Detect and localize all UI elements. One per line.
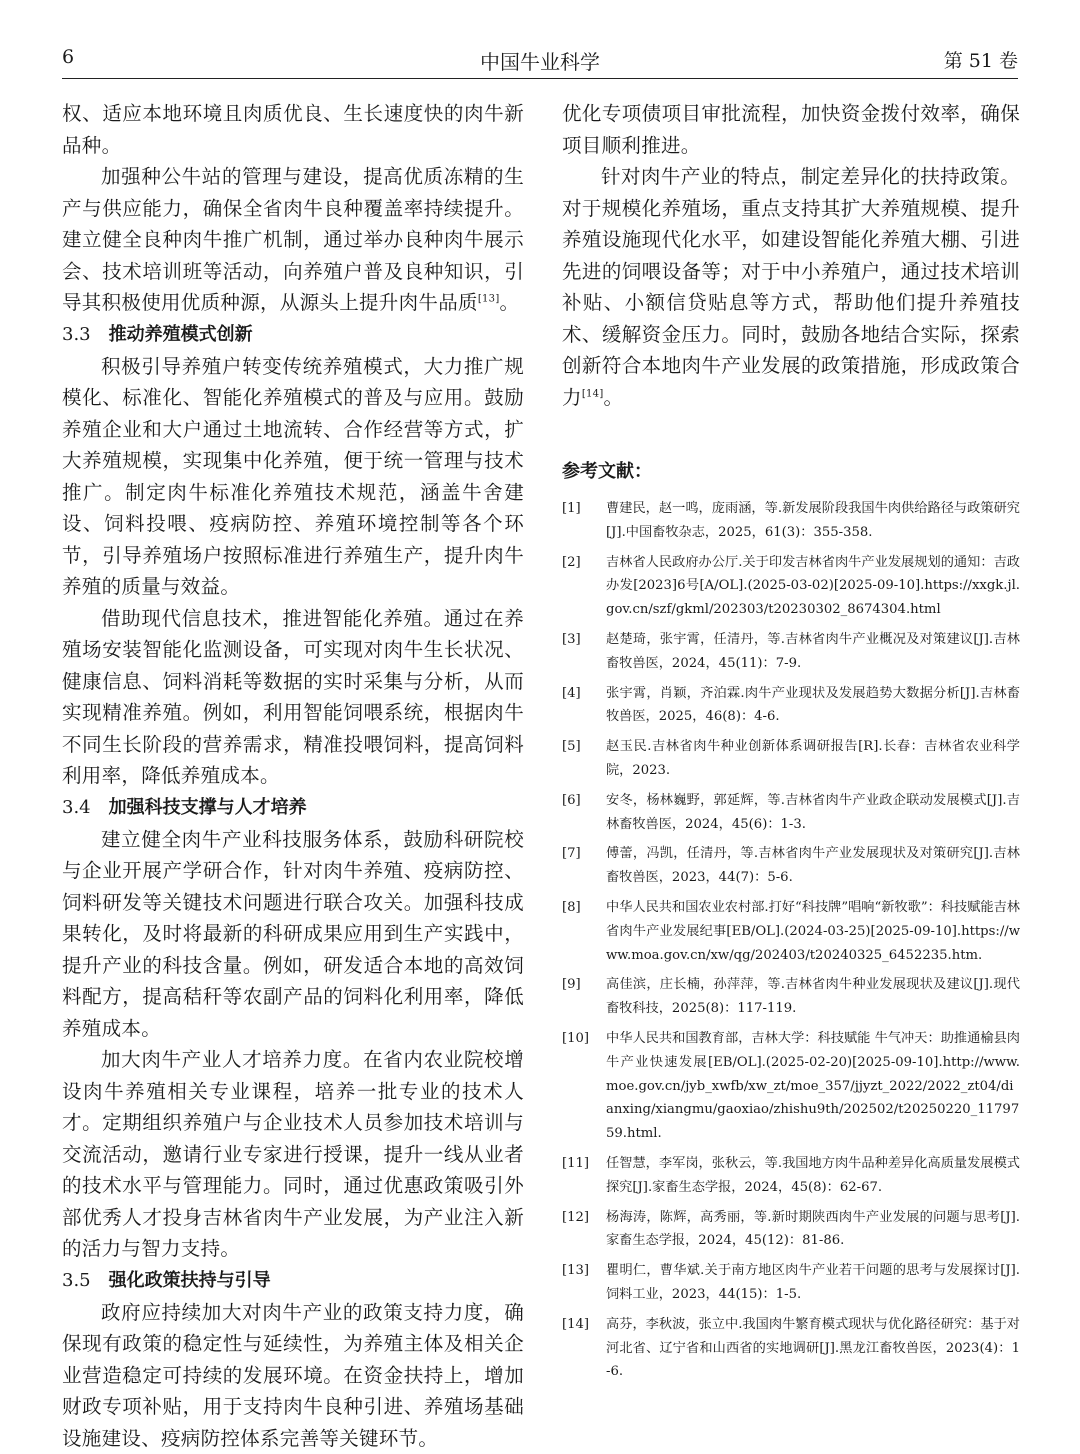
reference-number: [14]: [562, 1313, 589, 1337]
page-number: 6: [62, 46, 74, 68]
reference-item: [562, 735, 1020, 783]
left-column: [62, 98, 524, 1454]
section-title: 强化政策扶持与引导: [109, 1270, 271, 1291]
reference-number: [2]: [562, 551, 581, 575]
references-heading: 参考文献：: [562, 457, 1020, 483]
reference-number: [9]: [562, 973, 581, 997]
reference-text: 高佳滨，庄长楠，孙萍萍，等.吉林省肉牛种业发展现状及建议[J].现代畜牧科技，2025(8)：117-119.: [606, 977, 1020, 1016]
reference-text: 安冬，杨林巍野，郭延辉，等.吉林省肉牛产业政企联动发展模式[J].吉林畜牧兽医，2024，45(6)：1-3.: [606, 793, 1020, 832]
reference-text: 杨海涛，陈辉，高秀丽，等.新时期陕西肉牛产业发展的问题与思考[J].家畜生态学报，2024，45(12)：81-86.: [606, 1210, 1020, 1249]
paragraph-text: 针对肉牛产业的特点，制定差异化的扶持政策。对于规模化养殖场，重点支持其扩大养殖规模、提升养殖设施现代化水平，如建设智能化养殖大棚、引进先进的饲喂设备等；对于中小养殖户，通过技术培训补贴、小额信贷贴息等方式，帮助他们提升养殖技术、缓解资金压力。同时，鼓励各地结合实际，探索创新符合本地肉牛产业发展的政策措施，形成政策合力: [562, 165, 1020, 409]
reference-text: 吉林省人民政府办公厅.关于印发吉林省肉牛产业发展规划的通知：吉政办发[2023]6号[A/OL].(2025-03-02)[2025-09-10].https://xxgk.jl.gov.cn/szf/gkml/202303/t20230302_8674304.html: [606, 555, 1020, 618]
reference-number: [7]: [562, 842, 581, 866]
reference-item: [562, 682, 1020, 730]
reference-item: [562, 497, 1020, 545]
paragraph: 建立健全肉牛产业科技服务体系，鼓励科研院校与企业开展产学研合作，针对肉牛养殖、疫病防控、饲料研发等关键技术问题进行联合攻关。加强科技成果转化，及时将最新的科研成果应用到生产实践中，提升产业的科技含量。例如，研发适合本地的高效饲料配方，提高秸秆等农副产品的饲料化利用率，降低养殖成本。: [62, 824, 524, 1045]
reference-item: [562, 1259, 1020, 1307]
reference-number: [6]: [562, 789, 581, 813]
reference-text: 任智慧，李军岗，张秋云，等.我国地方肉牛品种差异化高质量发展模式探究[J].家畜生态学报，2024，45(8)：62-67.: [606, 1156, 1020, 1195]
reference-number: [1]: [562, 497, 581, 521]
section-number: 3.5: [62, 1270, 91, 1291]
reference-text: 张宇霄，肖颖，齐泊霖.肉牛产业现状及发展趋势大数据分析[J].吉林畜牧兽医，2025，46(8)：4-6.: [606, 686, 1020, 725]
reference-number: [11]: [562, 1152, 589, 1176]
reference-text: 傅蕾，冯凯，任清丹，等.吉林省肉牛产业发展现状及对策研究[J].吉林畜牧兽医，2023，44(7)：5-6.: [606, 846, 1020, 885]
reference-number: [13]: [562, 1259, 589, 1283]
reference-text: 曹建民，赵一鸣，庞雨涵，等.新发展阶段我国牛肉供给路径与政策研究[J].中国畜牧杂志，2025，61(3)：355-358.: [606, 501, 1020, 540]
reference-item: [562, 896, 1020, 967]
reference-number: [4]: [562, 682, 581, 706]
paragraph-end: 。: [500, 291, 520, 314]
right-column: [562, 98, 1020, 1390]
reference-text: 瞿明仁，曹华斌.关于南方地区肉牛产业若干问题的思考与发展探讨[J].饲料工业，2023，44(15)：1-5.: [606, 1263, 1020, 1302]
reference-number: [5]: [562, 735, 581, 759]
paragraph-text: 加强种公牛站的管理与建设，提高优质冻精的生产与供应能力，确保全省肉牛良种覆盖率持续提升。建立健全良种肉牛推广机制，通过举办良种肉牛展示会、技术培训班等活动，向养殖户普及良种知识，引导其积极使用优质种源，从源头上提升肉牛品质: [62, 165, 524, 314]
reference-item: [562, 628, 1020, 676]
citation-mark[interactable]: [14]: [582, 388, 604, 399]
reference-text: 赵楚琦，张宇霄，任清丹，等.吉林省肉牛产业概况及对策建议[J].吉林畜牧兽医，2024，45(11)：7-9.: [606, 632, 1020, 671]
reference-item: [562, 1152, 1020, 1200]
reference-list: [562, 497, 1020, 1384]
volume-label: 第 51 卷: [944, 46, 1018, 73]
paragraph: 积极引导养殖户转变传统养殖模式，大力推广规模化、标准化、智能化养殖模式的普及与应用。鼓励养殖企业和大户通过土地流转、合作经营等方式，扩大养殖规模，实现集中化养殖，便于统一管理与技术推广。制定肉牛标准化养殖技术规范，涵盖牛舍建设、饲料投喂、疫病防控、养殖环境控制等各个环节，引导养殖场户按照标准进行养殖生产，提升肉牛养殖的质量与效益。: [62, 351, 524, 603]
reference-number: [8]: [562, 896, 581, 920]
reference-number: [10]: [562, 1027, 589, 1051]
reference-number: [12]: [562, 1206, 589, 1230]
paragraph-end: 。: [604, 386, 624, 409]
citation-mark[interactable]: [13]: [478, 294, 500, 305]
section-heading: [62, 319, 524, 351]
section-number: 3.4: [62, 797, 91, 818]
paragraph: 优化专项债项目审批流程，加快资金拨付效率，确保项目顺利推进。: [562, 98, 1020, 161]
journal-title: 中国牛业科学: [62, 46, 1018, 75]
reference-text: 中华人民共和国教育部，吉林大学：科技赋能 牛气冲天：助推通榆县肉牛产业快速发展[EB/OL].(2025-02-20)[2025-09-10].http://www.moe.gov.cn/jyb_xwfb/xw_zt/moe_357/jjyzt_2022/2022_zt04/dianxing/xiangmu/gaoxiao/zhishu9th/202502/t20250220_1179759.html.: [606, 1031, 1020, 1141]
paragraph: [62, 161, 524, 319]
reference-text: 赵玉民.吉林省肉牛种业创新体系调研报告[R].长春：吉林省农业科学院，2023.: [606, 739, 1020, 778]
reference-item: [562, 551, 1020, 622]
section-number: 3.3: [62, 324, 91, 345]
reference-item: [562, 1206, 1020, 1254]
reference-number: [3]: [562, 628, 581, 652]
reference-item: [562, 1313, 1020, 1384]
reference-text: 高芬，李秋波，张立中.我国肉牛繁育模式现状与优化路径研究：基于对河北省、辽宁省和山西省的实地调研[J].黑龙江畜牧兽医，2023(4)：1-6.: [606, 1317, 1020, 1380]
section-title: 推动养殖模式创新: [109, 324, 253, 345]
paragraph: 借助现代信息技术，推进智能化养殖。通过在养殖场安装智能化监测设备，可实现对肉牛生长状况、健康信息、饲料消耗等数据的实时采集与分析，从而实现精准养殖。例如，利用智能饲喂系统，根据肉牛不同生长阶段的营养需求，精准投喂饲料，提高饲料利用率，降低养殖成本。: [62, 603, 524, 792]
reference-item: [562, 842, 1020, 890]
paragraph: 加大肉牛产业人才培养力度。在省内农业院校增设肉牛养殖相关专业课程，培养一批专业的技术人才。定期组织养殖户与企业技术人员参加技术培训与交流活动，邀请行业专家进行授课，提升一线从业者的技术水平与管理能力。同时，通过优惠政策吸引外部优秀人才投身吉林省肉牛产业发展，为产业注入新的活力与智力支持。: [62, 1044, 524, 1265]
running-header: [62, 44, 1018, 79]
reference-item: [562, 973, 1020, 1021]
paragraph: 政府应持续加大对肉牛产业的政策支持力度，确保现有政策的稳定性与延续性，为养殖主体及相关企业营造稳定可持续的发展环境。在资金扶持上，增加财政专项补贴，用于支持肉牛良种引进、养殖场基础设施建设、疫病防控体系完善等关键环节。: [62, 1297, 524, 1454]
section-heading: [62, 1265, 524, 1297]
section-heading: [62, 792, 524, 824]
reference-item: [562, 789, 1020, 837]
section-title: 加强科技支撑与人才培养: [109, 797, 307, 818]
reference-text: 中华人民共和国农业农村部.打好“科技牌”唱响“新牧歌”：科技赋能吉林省肉牛产业发展纪事[EB/OL].(2024-03-25)[2025-09-10].https://www.moa.gov.cn/xw/qg/202403/t20240325_6452235.htm.: [606, 900, 1020, 963]
paragraph: 权、适应本地环境且肉质优良、生长速度快的肉牛新品种。: [62, 98, 524, 161]
paragraph: [562, 161, 1020, 413]
reference-item: [562, 1027, 1020, 1146]
